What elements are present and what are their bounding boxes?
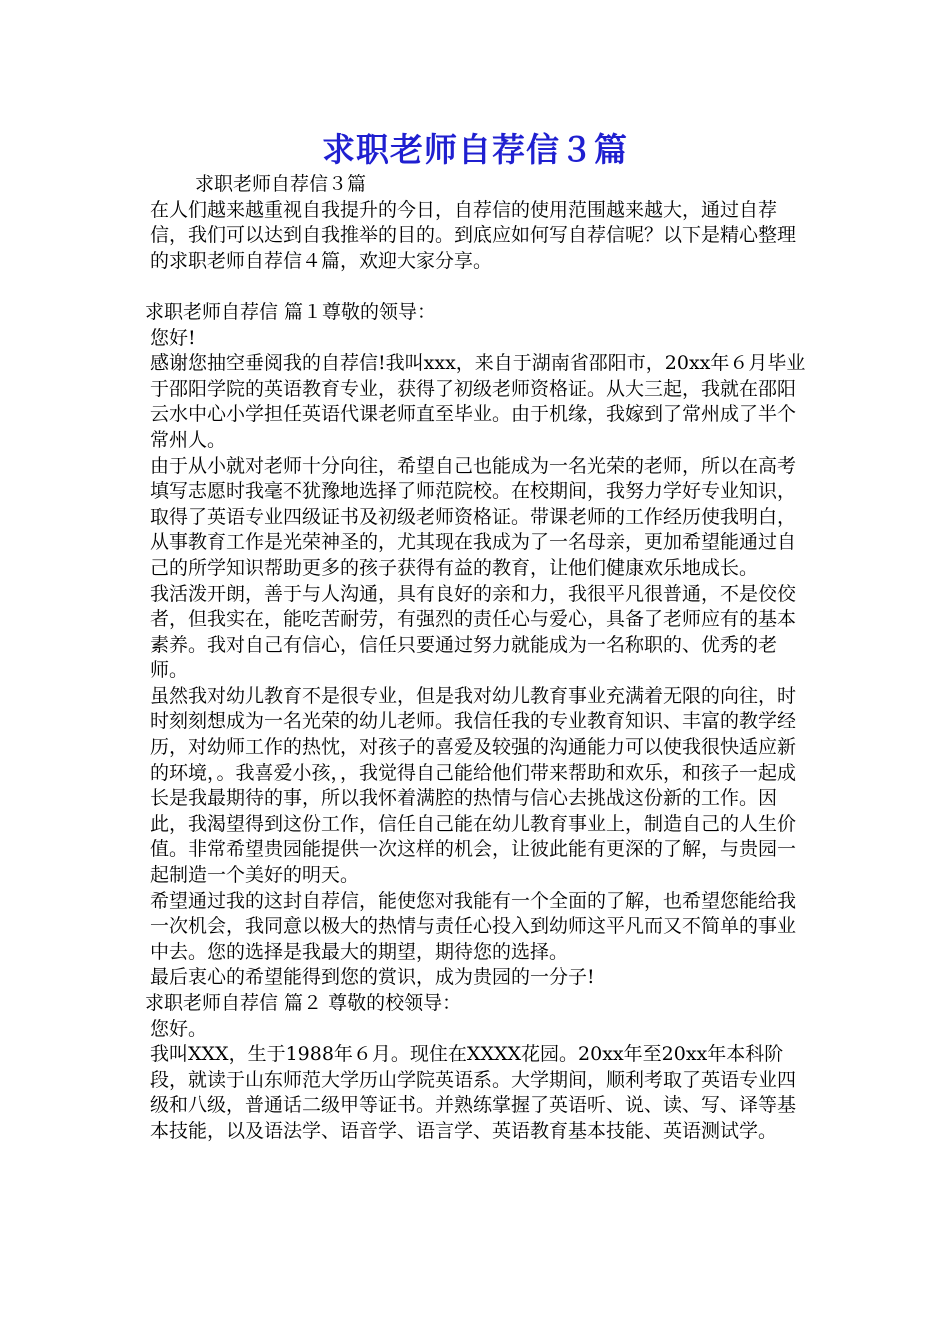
letter-2-heading: 求职老师自荐信 篇２ 尊敬的校领导： <box>145 992 462 1014</box>
letter-1-greeting: 您好! <box>150 326 196 349</box>
document-title: 求职老师自荐信３篇 <box>322 130 628 169</box>
letter-1-paragraph: 虽然我对幼儿教育不是很专业，但是我对幼儿教育事业充满着无限的向往，时时刻刻想成为一名光荣的幼儿老师。我信任我的专业教育知识、丰富的教学经历，对幼师工作的热忱，对孩子的喜爱及较强的沟通能力可以使我很快适应新的环境，。我喜爱小孩，，我觉得自己能给他们带来帮助和欢乐，和孩子一起成长是我最期待的事，所以我怀着满腔的热情与信心去挑战这份新的工作。因此，我渴望得到这份工作，信任自己能在幼儿教育事业上，制造自己的人生价值。非常希望贵园能提供一次这样的机会，让彼此能有更深的了解，与贵园一起制造一个美好的明天。 <box>150 684 797 887</box>
document-body <box>145 172 810 1145</box>
intro-paragraph: 在人们越来越重视自我提升的今日，自荐信的使用范围越来越大，通过自荐信，我们可以达到自我推举的目的。到底应如何写自荐信呢？以下是精心整理的求职老师自荐信４篇，欢迎大家分享。 <box>150 198 797 272</box>
letter-2-paragraph: 我叫XXX，生于1988年６月。现住在XXXX花园。20xx年至20xx年本科阶段，就读于山东师范大学历山学院英语系。大学期间，顺利考取了英语专业四级和八级，普通话二级甲等证书。并熟练掌握了英语听、说、读、写、译等基本技能，以及语法学、语音学、语言学、英语教育基本技能、英语测试学。 <box>150 1043 797 1142</box>
letter-2-greeting: 您好。 <box>150 1017 208 1040</box>
letter-1-paragraph: 感谢您抽空垂阅我的自荐信!我叫xxx，来自于湖南省邵阳市，20xx年６月毕业于邵阳学院的英语教育专业，获得了初级老师资格证。从大三起，我就在邵阳云水中心小学担任英语代课老师直至毕业。由于机缘，我嫁到了常州成了半个常州人。 <box>150 352 806 451</box>
subtitle-paragraph: 求职老师自荐信３篇 <box>195 173 367 195</box>
letter-1-closing: 最后衷心的希望能得到您的赏识，成为贵园的一分子! <box>150 966 595 989</box>
letter-1-paragraph: 希望通过我的这封自荐信，能使您对我能有一个全面的了解，也希望您能给我一次机会，我同意以极大的热情与责任心投入到幼师这平凡而又不简单的事业中去。您的选择是我最大的期望，期待您的选择。 <box>150 889 797 963</box>
blank-line <box>145 274 810 300</box>
letter-1-heading: 求职老师自荐信 篇１尊敬的领导： <box>145 300 437 323</box>
letter-1-paragraph: 由于从小就对老师十分向往，希望自己也能成为一名光荣的老师，所以在高考填写志愿时我毫不犹豫地选择了师范院校。在校期间，我努力学好专业知识，取得了英语专业四级证书及初级老师资格证。带课老师的工作经历使我明白，从事教育工作是光荣神圣的，尤其现在我成为了一名母亲，更加希望能通过自己的所学知识帮助更多的孩子获得有益的教育，让他们健康欢乐地成长。 <box>150 454 797 579</box>
letter-1-paragraph: 我活泼开朗，善于与人沟通，具有良好的亲和力，我很平凡很普通，不是佼佼者，但我实在，能吃苦耐劳，有强烈的责任心与爱心，具备了老师应有的基本素养。我对自己有信心，信任只要通过努力就能成为一名称职的、优秀的老师。 <box>150 582 797 682</box>
